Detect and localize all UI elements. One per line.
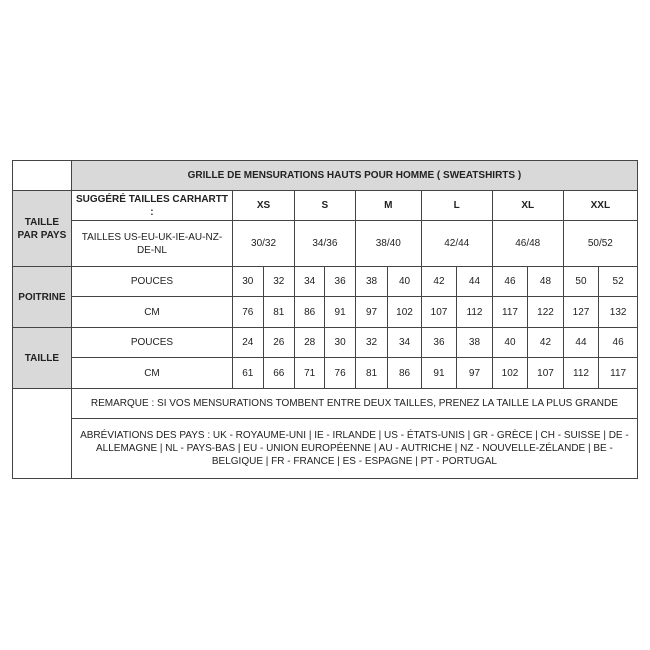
chart-title: GRILLE DE MENSURATIONS HAUTS POUR HOMME ( SWEATSHIRTS ): [71, 161, 637, 191]
chest-cm-value: 91: [325, 297, 355, 328]
country-sizes-label: TAILLES US-EU-UK-IE-AU-NZ-DE-NL: [71, 221, 232, 267]
country-size-m: 38/40: [355, 221, 421, 267]
size-code-s: S: [294, 191, 355, 221]
waist-inches-label: POUCES: [71, 328, 232, 358]
footer-left-cell: [13, 389, 72, 479]
waist-cm-value: 112: [563, 358, 599, 389]
waist-inches-value: 38: [457, 328, 493, 358]
suggested-sizes-label: SUGGÉRÉ TAILLES CARHARTT :: [71, 191, 232, 221]
chest-inches-value: 48: [528, 267, 564, 297]
waist-cm-value: 86: [388, 358, 421, 389]
chest-cm-label: CM: [71, 297, 232, 328]
waist-inches-value: 42: [528, 328, 564, 358]
size-code-xl: XL: [492, 191, 563, 221]
chest-inches-value: 44: [457, 267, 493, 297]
chest-inches-value: 50: [563, 267, 599, 297]
size-code-xxl: XXL: [563, 191, 637, 221]
waist-cm-value: 102: [492, 358, 528, 389]
chest-inches-value: 30: [233, 267, 263, 297]
chest-cm-value: 97: [355, 297, 387, 328]
waist-cm-value: 66: [263, 358, 294, 389]
chest-cm-value: 102: [388, 297, 421, 328]
waist-inches-value: 44: [563, 328, 599, 358]
chest-cm-value: 76: [233, 297, 263, 328]
abbreviations-row: [13, 419, 638, 479]
waist-cm-value: 76: [325, 358, 355, 389]
chest-cm-value: 86: [294, 297, 324, 328]
size-code-l: L: [421, 191, 492, 221]
chest-inches-value: 32: [263, 267, 294, 297]
chest-cm-value: 81: [263, 297, 294, 328]
waist-inches-value: 28: [294, 328, 324, 358]
waist-inches-value: 26: [263, 328, 294, 358]
chest-cm-value: 122: [528, 297, 564, 328]
chest-inches-row: [13, 267, 638, 297]
section-label-poitrine: POITRINE: [13, 267, 72, 328]
country-size-l: 42/44: [421, 221, 492, 267]
section-label-taille: TAILLE: [13, 328, 72, 389]
waist-inches-value: 46: [599, 328, 638, 358]
waist-cm-value: 61: [233, 358, 263, 389]
waist-cm-value: 81: [355, 358, 387, 389]
chest-inches-value: 34: [294, 267, 324, 297]
waist-cm-label: CM: [71, 358, 232, 389]
waist-inches-value: 32: [355, 328, 387, 358]
size-note: REMARQUE : SI VOS MENSURATIONS TOMBENT ENTRE DEUX TAILLES, PRENEZ LA TAILLE LA PLUS GRANDE: [71, 389, 637, 419]
waist-cm-value: 97: [457, 358, 493, 389]
chest-cm-value: 127: [563, 297, 599, 328]
chest-inches-value: 36: [325, 267, 355, 297]
country-size-xl: 46/48: [492, 221, 563, 267]
size-chart-table: [12, 160, 638, 479]
size-code-m: M: [355, 191, 421, 221]
size-code-xs: XS: [233, 191, 295, 221]
country-size-s: 34/36: [294, 221, 355, 267]
corner-cell: [13, 161, 72, 191]
waist-inches-value: 24: [233, 328, 263, 358]
waist-inches-value: 30: [325, 328, 355, 358]
waist-inches-value: 34: [388, 328, 421, 358]
chest-inches-value: 40: [388, 267, 421, 297]
waist-cm-value: 107: [528, 358, 564, 389]
waist-inches-value: 36: [421, 328, 457, 358]
note-row: [13, 389, 638, 419]
waist-cm-row: [13, 358, 638, 389]
chest-cm-value: 132: [599, 297, 638, 328]
waist-cm-value: 117: [599, 358, 638, 389]
chest-inches-value: 52: [599, 267, 638, 297]
country-size-xs: 30/32: [233, 221, 295, 267]
country-size-row: [13, 221, 638, 267]
chest-cm-value: 117: [492, 297, 528, 328]
waist-cm-value: 91: [421, 358, 457, 389]
waist-inches-row: [13, 328, 638, 358]
chest-inches-value: 38: [355, 267, 387, 297]
chest-inches-label: POUCES: [71, 267, 232, 297]
waist-inches-value: 40: [492, 328, 528, 358]
section-label-taille-par-pays: TAILLE PAR PAYS: [13, 191, 72, 267]
chest-cm-row: [13, 297, 638, 328]
country-size-xxl: 50/52: [563, 221, 637, 267]
chest-cm-value: 112: [457, 297, 493, 328]
size-code-row: [13, 191, 638, 221]
title-row: [13, 161, 638, 191]
chest-cm-value: 107: [421, 297, 457, 328]
chest-inches-value: 46: [492, 267, 528, 297]
country-abbreviations: ABRÉVIATIONS DES PAYS : UK - ROYAUME-UNI | IE - IRLANDE | US - ÉTATS-UNIS | GR - GRÈCE | CH - SUISSE | DE - ALLEMAGNE | NL - PAYS-BAS | EU - UNION EUROPÉENNE | AU - AUTRICHE | NZ - NOUVELLE-ZÉLANDE | BE - BELGIQUE | FR - FRANCE | ES - ESPAGNE | PT - PORTUGAL: [71, 419, 637, 479]
chest-inches-value: 42: [421, 267, 457, 297]
waist-cm-value: 71: [294, 358, 324, 389]
